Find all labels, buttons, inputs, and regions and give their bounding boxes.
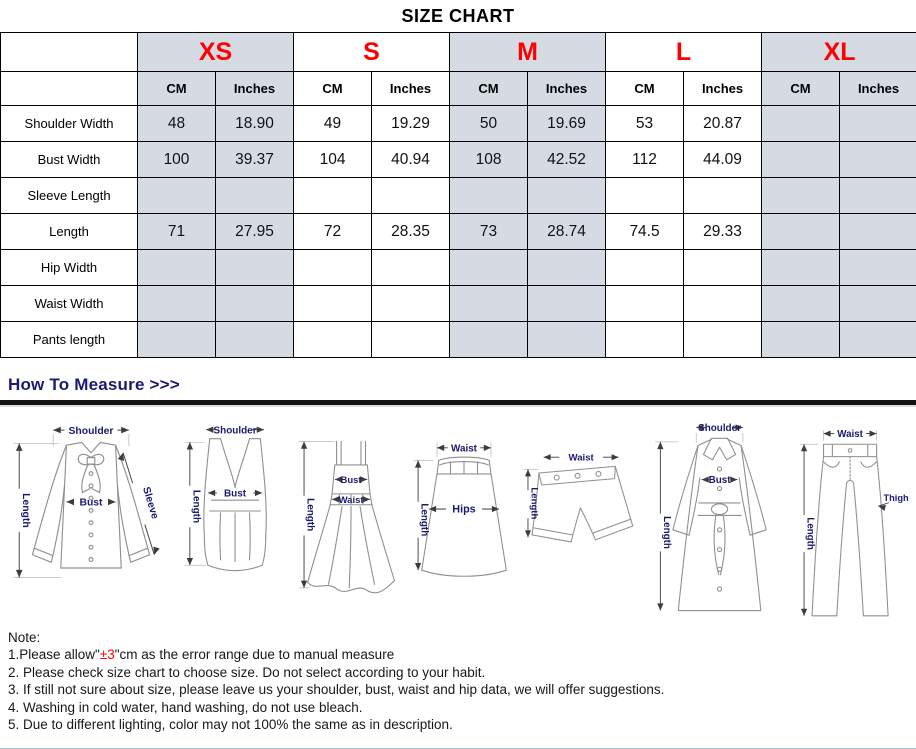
note-line-2: 2. Please check size chart to choose size. Do not select according to your habit. bbox=[8, 664, 486, 680]
tank-top-shoulder-label: Shoulder bbox=[213, 425, 257, 437]
skirt-drawing bbox=[422, 457, 507, 576]
value-cell bbox=[606, 322, 684, 358]
value-cell: 48 bbox=[138, 106, 216, 142]
value-cell bbox=[606, 286, 684, 322]
blouse-shoulder-label: Shoulder bbox=[68, 425, 114, 437]
table-row-sleeve-length bbox=[1, 178, 916, 214]
value-cell: 27.95 bbox=[216, 214, 294, 250]
tank-top-annotations bbox=[184, 425, 264, 565]
shorts-drawing bbox=[527, 465, 634, 545]
value-cell bbox=[372, 250, 450, 286]
note-1-suffix: "cm as the error range due to manual measure bbox=[114, 647, 395, 663]
tank-top-drawing bbox=[204, 439, 266, 571]
value-cell bbox=[762, 178, 840, 214]
value-cell bbox=[606, 250, 684, 286]
tank-top-bust-label: Bust bbox=[223, 488, 246, 500]
value-cell: 44.09 bbox=[684, 142, 762, 178]
size-header-s: S bbox=[294, 33, 450, 72]
coat-drawing bbox=[673, 438, 766, 610]
skirt-waist-label: Waist bbox=[451, 443, 478, 455]
value-cell: 18.90 bbox=[216, 106, 294, 142]
value-cell bbox=[684, 286, 762, 322]
shorts-annotations bbox=[524, 453, 619, 538]
unit-header-xl-cm: CM bbox=[762, 72, 840, 106]
value-cell bbox=[840, 178, 916, 214]
unit-header-m-cm: CM bbox=[450, 72, 528, 106]
table-row-bust-width bbox=[1, 142, 916, 178]
value-cell: 53 bbox=[606, 106, 684, 142]
diagram-shorts bbox=[521, 445, 643, 576]
value-cell: 100 bbox=[138, 142, 216, 178]
value-cell bbox=[138, 178, 216, 214]
diagram-coat bbox=[646, 415, 794, 626]
diagrams-section bbox=[0, 407, 916, 625]
note-line-1 bbox=[8, 646, 908, 663]
value-cell bbox=[762, 250, 840, 286]
coat-length-label: Length bbox=[661, 516, 673, 549]
value-cell bbox=[528, 250, 606, 286]
value-cell: 73 bbox=[450, 214, 528, 250]
value-cell bbox=[294, 286, 372, 322]
value-cell: 40.94 bbox=[372, 142, 450, 178]
slip-dress-waist-label: Waist bbox=[338, 494, 364, 506]
page-title: SIZE CHART bbox=[401, 5, 515, 26]
table-row-pants-length bbox=[1, 322, 916, 358]
value-cell: 49 bbox=[294, 106, 372, 142]
size-header-m: M bbox=[450, 33, 606, 72]
divider-rule bbox=[0, 400, 916, 407]
shorts-length-label: Length bbox=[528, 487, 540, 520]
value-cell bbox=[840, 286, 916, 322]
value-cell bbox=[294, 250, 372, 286]
pants-annotations bbox=[800, 429, 909, 616]
diagram-slip-dress bbox=[295, 427, 408, 612]
note-line-3: 3. If still not sure about size, please leave us your shoulder, bust, waist and hip data, we will offer suggestions. bbox=[8, 682, 665, 698]
table-row-waist-width bbox=[1, 286, 916, 322]
value-cell bbox=[762, 286, 840, 322]
value-cell: 74.5 bbox=[606, 214, 684, 250]
value-cell bbox=[762, 214, 840, 250]
row-label-bust-width: Bust Width bbox=[1, 142, 138, 178]
value-cell bbox=[216, 178, 294, 214]
value-cell: 29.33 bbox=[684, 214, 762, 250]
value-cell: 112 bbox=[606, 142, 684, 178]
value-cell bbox=[216, 250, 294, 286]
slip-dress-drawing bbox=[307, 441, 394, 592]
unit-header-s-cm: CM bbox=[294, 72, 372, 106]
value-cell bbox=[762, 106, 840, 142]
diagram-pants bbox=[797, 423, 912, 631]
table-corner bbox=[1, 33, 138, 72]
row-label-hip-width: Hip Width bbox=[1, 250, 138, 286]
unit-header-l-inches: Inches bbox=[684, 72, 762, 106]
value-cell: 50 bbox=[450, 106, 528, 142]
value-cell bbox=[684, 250, 762, 286]
value-cell bbox=[294, 178, 372, 214]
row-label-sleeve-length: Sleeve Length bbox=[1, 178, 138, 214]
table-row-shoulder-width bbox=[1, 106, 916, 142]
value-cell bbox=[762, 322, 840, 358]
value-cell bbox=[450, 178, 528, 214]
notes-heading: Note: bbox=[8, 630, 41, 645]
value-cell bbox=[138, 250, 216, 286]
pants-waist-label: Waist bbox=[837, 429, 863, 441]
value-cell: 19.69 bbox=[528, 106, 606, 142]
row-label-waist-width: Waist Width bbox=[1, 286, 138, 322]
value-cell: 19.29 bbox=[372, 106, 450, 142]
unit-header-xl-inches: Inches bbox=[840, 72, 916, 106]
value-cell: 39.37 bbox=[216, 142, 294, 178]
value-cell bbox=[762, 142, 840, 178]
blouse-sleeve-label: Sleeve bbox=[139, 485, 161, 521]
pants-length-label: Length bbox=[804, 517, 816, 550]
size-header-xs: XS bbox=[138, 33, 294, 72]
how-to-measure-heading: How To Measure >>> bbox=[8, 375, 180, 394]
size-chart-table bbox=[0, 32, 916, 358]
value-cell bbox=[372, 322, 450, 358]
value-cell bbox=[528, 322, 606, 358]
diagram-blouse bbox=[6, 415, 176, 600]
value-cell bbox=[684, 322, 762, 358]
value-cell bbox=[450, 286, 528, 322]
slip-dress-length-label: Length bbox=[304, 498, 316, 532]
row-label-shoulder-width: Shoulder Width bbox=[1, 106, 138, 142]
value-cell bbox=[372, 286, 450, 322]
value-cell: 20.87 bbox=[684, 106, 762, 142]
unit-header-xs-inches: Inches bbox=[216, 72, 294, 106]
value-cell bbox=[216, 322, 294, 358]
unit-header-l-cm: CM bbox=[606, 72, 684, 106]
coat-bust-label: Bust bbox=[708, 475, 731, 487]
blouse-length-label: Length bbox=[20, 493, 32, 528]
blouse-bust-label: Bust bbox=[79, 497, 103, 509]
notes-section bbox=[0, 629, 916, 733]
value-cell bbox=[840, 214, 916, 250]
note-1-tolerance: ±3 bbox=[99, 647, 115, 663]
value-cell bbox=[528, 178, 606, 214]
value-cell bbox=[450, 322, 528, 358]
note-line-4: 4. Washing in cold water, hand washing, do not use bleach. bbox=[8, 699, 363, 715]
coat-shoulder-label: Shoulder bbox=[698, 423, 742, 435]
slip-dress-bust-label: Bust bbox=[340, 475, 362, 487]
size-header-xl: XL bbox=[762, 33, 916, 72]
value-cell: 28.74 bbox=[528, 214, 606, 250]
tank-top-length-label: Length bbox=[190, 489, 202, 524]
value-cell bbox=[684, 178, 762, 214]
size-chart-table-body bbox=[1, 33, 916, 358]
coat-annotations bbox=[655, 423, 743, 610]
value-cell bbox=[840, 142, 916, 178]
unit-header-xs-cm: CM bbox=[138, 72, 216, 106]
value-cell bbox=[216, 286, 294, 322]
table-row-hip-width bbox=[1, 250, 916, 286]
value-cell bbox=[840, 106, 916, 142]
value-cell: 71 bbox=[138, 214, 216, 250]
value-cell bbox=[606, 178, 684, 214]
table-corner bbox=[1, 72, 138, 106]
diagram-tank-top bbox=[179, 417, 292, 594]
value-cell: 42.52 bbox=[528, 142, 606, 178]
slip-dress-annotations bbox=[298, 441, 369, 587]
shorts-waist-label: Waist bbox=[568, 452, 595, 464]
note-line-5: 5. Due to different lighting, color may not 100% the same as in description. bbox=[8, 717, 453, 733]
value-cell bbox=[450, 250, 528, 286]
unit-header-s-inches: Inches bbox=[372, 72, 450, 106]
skirt-hips-label: Hips bbox=[452, 503, 477, 516]
size-header-l: L bbox=[606, 33, 762, 72]
value-cell bbox=[840, 322, 916, 358]
value-cell: 72 bbox=[294, 214, 372, 250]
value-cell bbox=[840, 250, 916, 286]
value-cell bbox=[294, 322, 372, 358]
pants-thigh-label: Thigh bbox=[883, 492, 909, 503]
row-label-pants-length: Pants length bbox=[1, 322, 138, 358]
value-cell bbox=[528, 286, 606, 322]
pants-drawing bbox=[812, 444, 888, 616]
value-cell bbox=[138, 322, 216, 358]
unit-header-m-inches: Inches bbox=[528, 72, 606, 106]
note-1-prefix: 1.Please allow" bbox=[8, 647, 100, 663]
skirt-length-label: Length bbox=[419, 503, 431, 537]
table-row-length bbox=[1, 214, 916, 250]
value-cell: 108 bbox=[450, 142, 528, 178]
diagram-skirt bbox=[410, 437, 518, 592]
value-cell bbox=[372, 178, 450, 214]
row-label-length: Length bbox=[1, 214, 138, 250]
value-cell bbox=[138, 286, 216, 322]
value-cell: 28.35 bbox=[372, 214, 450, 250]
value-cell: 104 bbox=[294, 142, 372, 178]
